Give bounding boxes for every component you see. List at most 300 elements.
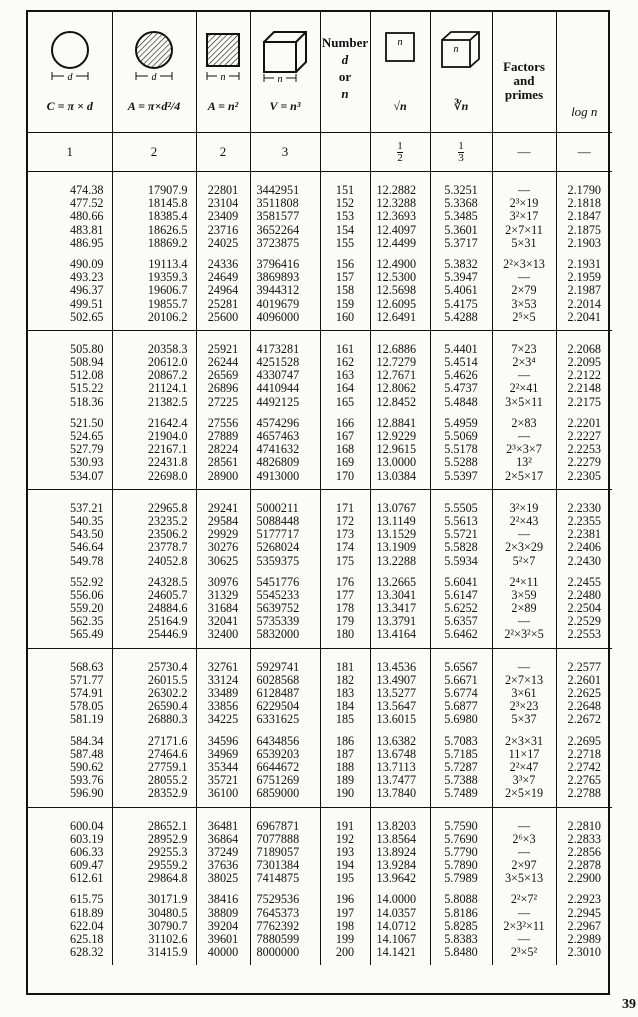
diameter-label: d	[151, 72, 157, 82]
cell-square-root: 13.9284	[376, 858, 417, 873]
cell-square-area: 24649	[207, 270, 239, 285]
row-block	[431, 502, 492, 568]
cell-number: 192	[335, 831, 355, 846]
cell-log: 2.1931	[567, 256, 601, 271]
cell-factors: 2²×3²×5	[504, 627, 544, 642]
row-block	[431, 184, 492, 250]
cell-cube-root: 5.4401	[444, 341, 478, 356]
row-block	[28, 735, 104, 801]
row-block	[28, 343, 104, 409]
cell-circumference: 537.21	[69, 500, 104, 515]
cell-square-area: 31329	[207, 587, 239, 602]
cell-circumference: 587.48	[69, 746, 104, 761]
cell-number: 170	[335, 468, 355, 483]
cell-circumference: 571.77	[69, 672, 104, 687]
cube-n-icon	[439, 30, 483, 70]
cell-circle-area: 28952.9	[147, 831, 188, 846]
cell-factors: 2⁵×5	[512, 309, 536, 324]
cell-number: 162	[335, 355, 355, 370]
row-block	[431, 576, 492, 642]
cell-cube-volume: 7880599	[256, 932, 300, 946]
cell-log: 2.2122	[567, 368, 601, 383]
cell-square-root: 12.6491	[376, 309, 417, 324]
cell-square-area: 24964	[207, 283, 239, 298]
row-block	[321, 735, 370, 801]
cell-square-root: 13.4907	[376, 672, 417, 687]
cell-factors: 3×61	[511, 686, 537, 700]
col-circle-area	[112, 489, 196, 648]
row-block	[377, 893, 430, 959]
cell-number: 168	[335, 442, 355, 457]
cell-cube-root: 5.5613	[444, 513, 478, 528]
cell-circle-area: 21382.5	[147, 394, 188, 409]
cell-number: 198	[335, 918, 355, 933]
cell-cube-volume: 5735339	[256, 614, 300, 629]
cell-number: 190	[335, 786, 355, 801]
cell-circle-area: 30790.7	[147, 918, 188, 933]
cell-square-area: 35721	[207, 773, 239, 788]
cell-factors: 2×3⁴	[512, 355, 536, 370]
row-group	[28, 330, 612, 489]
cell-log: 2.2455	[567, 574, 601, 589]
cell-square-root: 13.7477	[376, 773, 417, 788]
row-block	[557, 502, 613, 568]
col-square-area	[196, 648, 250, 807]
cell-number: 191	[335, 818, 355, 833]
cell-square-area: 28224	[207, 442, 239, 457]
row-block	[431, 258, 492, 324]
cell-log: 2.2989	[567, 932, 601, 946]
col-square-root	[370, 807, 430, 965]
cell-circumference: 603.19	[69, 831, 104, 846]
cell-cube-volume: 6128487	[256, 686, 300, 700]
cell-square-root: 13.0384	[376, 468, 417, 483]
cell-circumference: 477.52	[69, 196, 104, 211]
cell-square-area: 32761	[207, 659, 239, 674]
cell-circumference: 578.05	[69, 699, 104, 714]
cell-circle-area: 17907.9	[147, 183, 188, 197]
cell-circumference: 521.50	[69, 415, 104, 430]
cell-factors: 3×5×11	[505, 394, 543, 409]
cell-cube-root: 5.3601	[444, 222, 478, 237]
side-label: n	[397, 37, 403, 48]
cell-square-root: 12.4097	[376, 222, 417, 237]
cell-circumference: 593.76	[69, 773, 104, 788]
cell-circumference: 515.22	[69, 381, 104, 396]
cell-log: 2.2672	[567, 712, 601, 727]
cell-circle-area: 27759.1	[147, 759, 188, 774]
cell-square-root: 12.6095	[376, 296, 417, 311]
cell-cube-volume: 5268024	[256, 540, 300, 555]
col-cube-volume	[250, 807, 320, 965]
cell-square-root: 13.2288	[376, 553, 417, 568]
cell-cube-root: 5.7489	[444, 786, 478, 801]
cell-cube-volume: 3796416	[256, 256, 300, 271]
row-block	[431, 661, 492, 727]
cell-circumference: 512.08	[69, 368, 104, 383]
cell-log: 2.2330	[567, 500, 601, 515]
cell-square-area: 24336	[207, 256, 239, 271]
cell-cube-root: 5.6041	[444, 574, 478, 589]
col-log	[556, 807, 612, 965]
row-block	[321, 576, 370, 642]
cell-factors: 5×37	[511, 712, 537, 727]
cell-cube-root: 5.5178	[444, 442, 478, 457]
cell-circumference: 480.66	[69, 209, 104, 224]
cell-log: 2.2923	[567, 892, 601, 907]
cell-circle-area: 29864.8	[147, 871, 188, 886]
cell-number: 188	[335, 759, 355, 774]
cell-factors: 7×23	[511, 341, 537, 356]
cell-cube-root: 5.7590	[444, 818, 478, 833]
cell-circumference: 524.65	[69, 429, 104, 443]
row-block	[257, 576, 320, 642]
cell-cube-root: 5.7690	[444, 831, 478, 846]
cell-factors: 2³×3×7	[506, 442, 542, 457]
col-square-root	[370, 489, 430, 648]
cell-cube-root: 5.3947	[444, 270, 478, 285]
cell-circumference: 596.90	[69, 786, 104, 801]
cell-factors: —	[517, 905, 531, 920]
cell-log: 2.1818	[567, 196, 601, 211]
cell-factors: 2²×3×13	[503, 256, 545, 271]
cell-square-area: 33856	[207, 699, 239, 714]
cell-circumference: 474.38	[69, 183, 104, 197]
row-block	[197, 893, 250, 959]
cell-factors: 3×5×13	[504, 871, 544, 886]
row-block	[257, 184, 320, 250]
col-number	[320, 330, 370, 489]
cell-square-root: 13.6382	[376, 733, 417, 748]
row-block	[197, 343, 250, 409]
row-block	[377, 184, 430, 250]
cell-square-area: 39204	[207, 918, 239, 933]
cell-cube-volume: 3723875	[256, 235, 300, 250]
cell-number: 185	[335, 712, 355, 727]
cell-square-root: 13.0000	[376, 455, 417, 470]
number-label-1: Number	[321, 35, 369, 50]
col-factors	[492, 489, 556, 648]
cell-circumference: 518.36	[69, 394, 104, 409]
cell-cube-root: 5.4626	[444, 368, 478, 383]
row-block	[197, 661, 250, 727]
row-block	[113, 576, 188, 642]
row-block	[377, 417, 430, 483]
cell-square-root: 13.1909	[376, 540, 417, 555]
header-square-area	[196, 12, 250, 133]
circle-icon	[48, 30, 92, 82]
sub-c7-num: 1	[458, 139, 464, 152]
row-block	[493, 820, 556, 886]
row-block	[557, 184, 613, 250]
cell-cube-volume: 4574296	[256, 415, 300, 430]
row-block	[257, 502, 320, 568]
cell-square-root: 14.0000	[376, 892, 417, 907]
row-block	[321, 258, 370, 324]
cell-number: 175	[335, 553, 355, 568]
cell-number: 157	[335, 270, 355, 285]
cell-cube-root: 5.5288	[444, 455, 478, 470]
cell-square-root: 12.5300	[376, 270, 417, 285]
sub-c4: 3	[250, 133, 320, 172]
sub-c1: 1	[28, 133, 112, 172]
cell-square-root: 13.7840	[376, 786, 417, 801]
col-circle-area	[112, 330, 196, 489]
cell-square-root: 12.9229	[376, 429, 417, 443]
cell-cube-volume: 7762392	[256, 918, 300, 933]
cell-log: 2.2742	[567, 759, 601, 774]
cell-log: 2.2253	[567, 442, 601, 457]
cell-square-root: 12.7279	[376, 355, 417, 370]
header-cube-root	[430, 12, 492, 133]
hatched-circle-icon	[132, 30, 176, 82]
cell-log: 2.2900	[567, 871, 601, 886]
cell-factors: 2×79	[511, 283, 537, 298]
col-log	[556, 172, 612, 331]
cell-square-root: 12.7671	[376, 368, 417, 383]
cell-cube-volume: 6644672	[256, 759, 300, 774]
cell-number: 193	[335, 844, 355, 859]
cell-factors: —	[517, 844, 531, 859]
row-block	[557, 258, 613, 324]
col-factors	[492, 807, 556, 965]
cell-cube-volume: 4019679	[256, 296, 300, 311]
cell-number: 180	[335, 627, 355, 642]
cell-number: 199	[335, 932, 355, 946]
cell-circumference: 499.51	[69, 296, 104, 311]
cell-square-area: 29241	[207, 500, 239, 515]
cell-circle-area: 24328.5	[147, 574, 188, 589]
cell-number: 177	[335, 587, 355, 602]
cell-square-area: 31684	[207, 601, 239, 616]
cell-circle-area: 24052.8	[147, 553, 188, 568]
cell-cube-root: 5.4514	[444, 355, 478, 370]
cell-square-root: 13.0767	[376, 500, 417, 515]
col-number	[320, 489, 370, 648]
cell-log: 2.2648	[567, 699, 601, 714]
cell-cube-volume: 7301384	[256, 858, 300, 873]
cell-number: 159	[335, 296, 355, 311]
cell-square-root: 13.8564	[376, 831, 417, 846]
row-group	[28, 648, 612, 807]
row-block	[113, 258, 188, 324]
cell-cube-root: 5.6147	[444, 587, 478, 602]
cell-square-root: 13.4164	[376, 627, 417, 642]
row-block	[197, 417, 250, 483]
header-log	[556, 12, 612, 133]
number-label-2: d	[341, 52, 349, 67]
col-square-area	[196, 330, 250, 489]
cell-circumference: 490.09	[69, 256, 104, 271]
cell-log: 2.2201	[567, 415, 601, 430]
cell-square-root: 12.4499	[376, 235, 417, 250]
math-table	[26, 10, 610, 995]
cell-circle-area: 19113.4	[148, 256, 188, 271]
cell-square-area: 23409	[207, 209, 239, 224]
row-block	[113, 893, 188, 959]
row-block	[28, 184, 104, 250]
cell-cube-root: 5.4848	[444, 394, 478, 409]
sub-c7	[430, 133, 492, 172]
cell-cube-volume: 6028568	[256, 672, 300, 687]
row-block	[493, 893, 556, 959]
cell-cube-volume: 7189057	[256, 844, 300, 859]
cell-log: 2.2695	[567, 733, 601, 748]
side-label: n	[220, 72, 226, 82]
cell-square-area: 34225	[207, 712, 239, 727]
col-square-area	[196, 489, 250, 648]
row-block	[113, 417, 188, 483]
cell-number: 160	[335, 309, 355, 324]
cell-square-root: 12.9615	[376, 442, 417, 457]
row-block	[557, 735, 613, 801]
cell-cube-root: 5.7083	[444, 733, 478, 748]
cell-cube-volume: 4096000	[256, 309, 300, 324]
cell-circumference: 534.07	[69, 468, 104, 483]
cell-cube-root: 5.6980	[444, 712, 478, 727]
cell-cube-volume: 6331625	[256, 712, 300, 727]
row-block	[197, 502, 250, 568]
cell-cube-root: 5.6671	[444, 672, 478, 687]
cell-square-root: 13.1149	[376, 513, 416, 528]
cell-number: 197	[335, 905, 355, 920]
cell-cube-volume: 4410944	[256, 381, 300, 396]
cell-factors: 11×17	[508, 746, 540, 761]
cell-square-area: 32400	[207, 627, 239, 642]
cell-square-area: 24025	[207, 235, 239, 250]
cell-cube-root: 5.3717	[444, 235, 478, 250]
cell-circle-area: 28652.1	[147, 818, 188, 833]
cell-factors: 5²×7	[512, 553, 536, 568]
cell-square-root: 13.3791	[376, 614, 417, 629]
cell-square-area: 30976	[207, 574, 239, 589]
cell-square-root: 12.2882	[376, 183, 417, 197]
cell-cube-volume: 4741632	[256, 442, 300, 457]
number-label-4: n	[341, 86, 349, 101]
cell-square-area: 28561	[207, 455, 239, 470]
cell-number: 187	[335, 746, 355, 761]
cell-circle-area: 18145.8	[147, 196, 188, 211]
cell-square-area: 27225	[207, 394, 239, 409]
cell-log: 2.2095	[567, 355, 601, 370]
row-block	[377, 343, 430, 409]
cell-circumference: 615.75	[69, 892, 104, 907]
cell-number: 174	[335, 540, 355, 555]
cell-square-root: 13.8924	[376, 844, 417, 859]
cell-factors: 5×31	[511, 235, 537, 250]
cell-number: 184	[335, 699, 355, 714]
col-circumference	[28, 807, 112, 965]
cell-circle-area: 26302.2	[147, 686, 188, 700]
cell-circle-area: 27464.6	[147, 746, 188, 761]
col-log	[556, 330, 612, 489]
cell-number: 186	[335, 733, 355, 748]
cell-log: 2.2430	[567, 553, 601, 568]
cell-log: 2.2305	[567, 468, 601, 483]
cell-circumference: 612.61	[69, 871, 104, 886]
cell-circle-area: 18869.2	[147, 235, 188, 250]
sub-c8: —	[492, 133, 556, 172]
cell-circumference: 625.18	[69, 932, 104, 946]
cell-circle-area: 19855.7	[147, 296, 188, 311]
cell-log: 2.2406	[567, 540, 601, 555]
col-circumference	[28, 172, 112, 331]
cell-circle-area: 25730.4	[147, 659, 188, 674]
cell-number: 179	[335, 614, 355, 629]
formula-cube-root: ∛n	[453, 99, 469, 113]
row-block	[257, 661, 320, 727]
row-block	[557, 343, 613, 409]
row-block	[321, 184, 370, 250]
row-block	[197, 735, 250, 801]
cell-square-area: 23104	[207, 196, 239, 211]
cell-number: 194	[335, 858, 355, 873]
cell-log: 2.2878	[567, 858, 601, 873]
cell-factors: —	[517, 932, 531, 946]
cell-log: 2.2967	[567, 918, 601, 933]
cell-square-area: 38025	[207, 871, 239, 886]
cell-number: 166	[335, 415, 355, 430]
header-number	[320, 12, 370, 133]
cell-cube-root: 5.4288	[444, 309, 478, 324]
row-block	[28, 576, 104, 642]
row-block	[377, 258, 430, 324]
cell-circumference: 556.06	[69, 587, 104, 602]
cell-log: 2.1790	[567, 183, 601, 197]
cell-log: 2.1987	[567, 283, 601, 298]
cell-square-area: 26244	[207, 355, 239, 370]
formula-circumference: C = π × d	[46, 99, 93, 113]
cell-factors: 13²	[516, 455, 532, 470]
cell-square-root: 13.5647	[376, 699, 417, 714]
cell-circumference: 502.65	[69, 309, 104, 324]
col-square-area	[196, 172, 250, 331]
col-square-area	[196, 807, 250, 965]
cell-circumference: 530.93	[69, 455, 104, 470]
cell-log: 2.2856	[567, 844, 601, 859]
cell-log: 2.2718	[567, 746, 601, 761]
cell-cube-root: 5.5397	[444, 468, 478, 483]
cube-icon	[260, 30, 310, 84]
col-cube-volume	[250, 172, 320, 331]
cell-square-root: 12.3693	[376, 209, 417, 224]
cell-circumference: 546.64	[69, 540, 104, 555]
cell-log: 2.2068	[567, 341, 601, 356]
row-block	[28, 417, 104, 483]
cell-cube-volume: 7645373	[256, 905, 300, 920]
cell-square-area: 25600	[207, 309, 239, 324]
cell-cube-root: 5.7287	[444, 759, 478, 774]
cell-square-area: 28900	[207, 468, 239, 483]
cell-cube-root: 5.5069	[444, 429, 478, 443]
row-block	[431, 417, 492, 483]
cell-circle-area: 21904.0	[147, 429, 188, 443]
cell-cube-volume: 6434856	[256, 733, 300, 748]
cell-circumference: 574.91	[69, 686, 104, 700]
cell-circumference: 600.04	[69, 818, 104, 833]
col-number	[320, 807, 370, 965]
row-block	[257, 258, 320, 324]
cell-cube-volume: 4330747	[256, 368, 300, 383]
cell-log: 2.2788	[567, 786, 601, 801]
header-square-root	[370, 12, 430, 133]
cell-cube-volume: 3581577	[256, 209, 300, 224]
cell-log: 2.2041	[567, 309, 601, 324]
col-log	[556, 489, 612, 648]
cell-square-area: 37636	[207, 858, 239, 873]
cell-square-root: 13.3417	[376, 601, 417, 616]
row-block	[113, 184, 188, 250]
